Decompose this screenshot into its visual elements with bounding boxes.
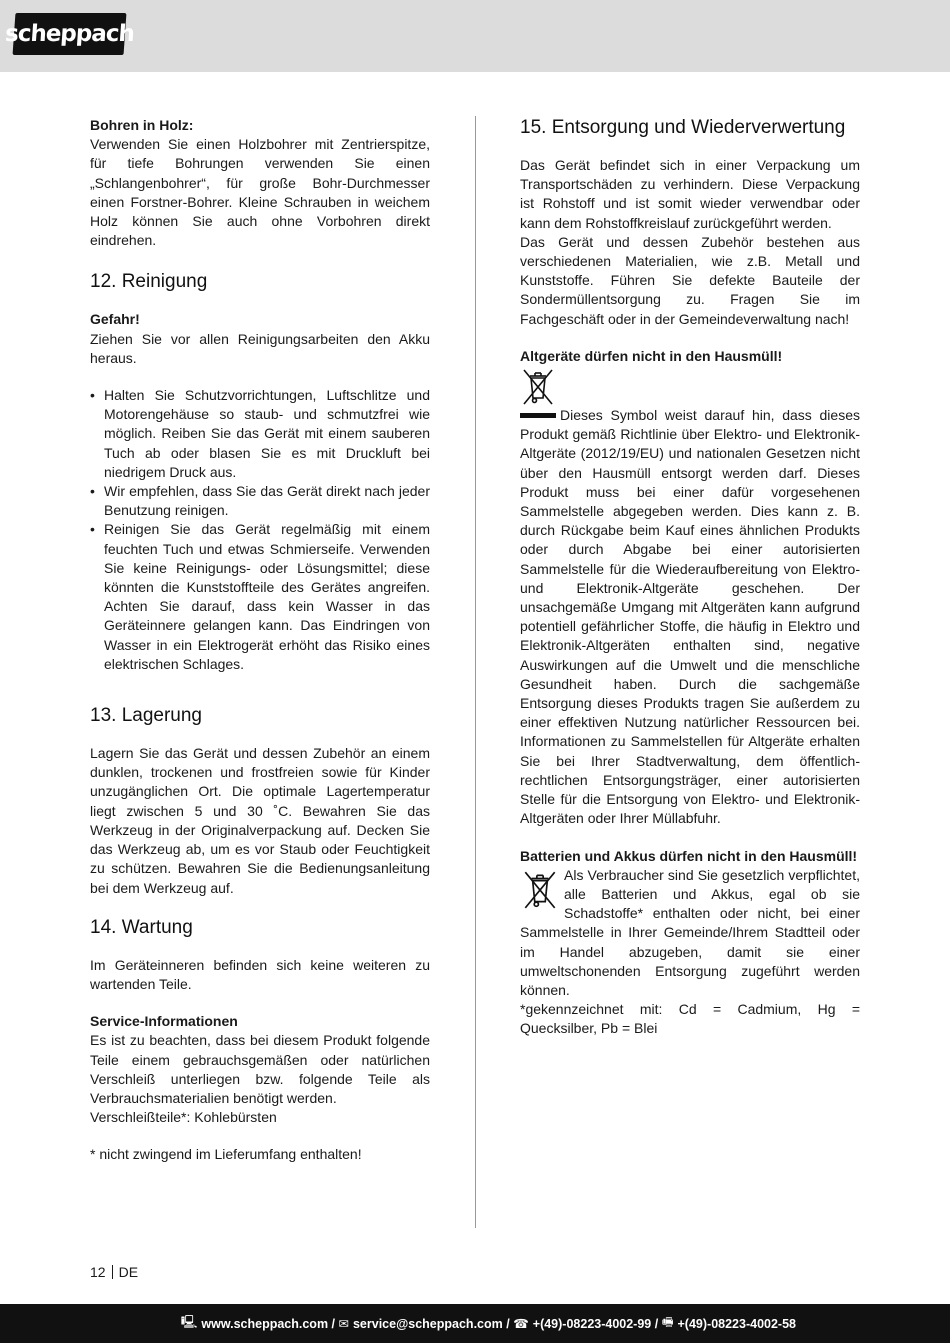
maintenance-text: Im Geräteinneren befinden sich keine weiteren zu wartenden Teile. xyxy=(90,956,430,992)
disposal-text-materials: Das Gerät und dessen Zubehör bestehen aus verschiedenen Materialien, wie z.B. Metall und Kunststoffe. Führen Sie defekte Bauteile der Sondermüllentsorgung zu. Fragen Sie im Fachgeschäft oder in der Gemeindeverwaltung nach! xyxy=(520,233,860,327)
drill-wood-text: Verwenden Sie einen Holzbohrer mit Zentrierspitze, für tiefe Bohrungen verwenden Sie einen „Schlangenbohrer“, für große Bohr-Durchmesser einen Forstner-Bohrer. Kleine Schrauben in weichem Holz können Sie auch ohne Vorbohren direkt eindrehen. xyxy=(90,136,430,249)
service-text: Es ist zu beachten, dass bei diesem Produkt folgende Teile einem gebrauchsgemäßen oder natürlichen Verschleiß unterliegen bzw. folgende Teile als Verbrauchsmaterialien benötigt werden. xyxy=(90,1032,430,1106)
footer-website-link[interactable]: www.scheppach.com / xyxy=(201,1316,336,1331)
footer-phone: +(49)-08223-4002-99 / xyxy=(532,1316,659,1331)
footer-email-link[interactable]: service@scheppach.com / xyxy=(352,1316,510,1331)
batteries-note: *gekennzeichnet mit: Cd = Cadmium, Hg = Quecksilber, Pb = Blei xyxy=(520,1001,860,1037)
cleaning-bullet-list xyxy=(90,386,430,674)
service-heading: Service-Informationen xyxy=(90,1013,238,1030)
wear-parts-text: Verschleißteile*: Kohlebürsten xyxy=(90,1109,277,1126)
crossed-bin-icon xyxy=(520,366,860,406)
danger-label: Gefahr! xyxy=(90,311,140,328)
page-number: 12 DE xyxy=(90,1264,139,1280)
section-title-storage: 13. Lagerung xyxy=(90,705,202,727)
footer-fax: +(49)-08223-4002-58 xyxy=(677,1316,796,1331)
phone-icon: ☎︎ xyxy=(513,1317,529,1331)
left-column xyxy=(90,116,430,1165)
crossed-bin-icon xyxy=(520,868,560,910)
email-icon: ✉︎ xyxy=(338,1317,349,1331)
section-title-cleaning: 12. Reinigung xyxy=(90,271,208,293)
old-devices-heading: Altgeräte dürfen nicht in den Hausmüll! xyxy=(520,347,783,364)
footnote-text: * nicht zwingend im Lieferumfang enthalten! xyxy=(90,1146,362,1163)
brand-logo: scheppach xyxy=(13,13,127,55)
fax-icon: 🖷︎ xyxy=(661,1315,674,1329)
storage-text: Lagern Sie das Gerät und dessen Zubehör an einem dunklen, trockenen und frostfreien sowie für Kinder unzugänglichen Ort. Die optimale Lagertemperatur liegt zwischen 5 und 30 ˚C. Bewahren Sie das Werkzeug in der Originalverpackung auf. Decken Sie das Werkzeug ab, um es vor Staub oder Feuchtigkeit zu schützen. Bewahren Sie die Bedienungsanleitung bei dem Werkzeug auf. xyxy=(90,745,430,896)
batteries-heading: Batterien und Akkus dürfen nicht in den Hausmüll! xyxy=(520,847,858,864)
footer-bar xyxy=(0,1304,950,1343)
header-bar xyxy=(0,0,950,72)
list-item: • Halten Sie Schutzvorrichtungen, Luftschlitze und Motorengehäuse so staub- und schmutzfrei wie möglich. Reiben Sie das Gerät mit einem sauberen Tuch ab oder blasen Sie es mit Druckluft bei niedrigem Druck aus. xyxy=(90,386,430,482)
symbol-bar xyxy=(520,413,556,418)
batteries-block xyxy=(520,866,860,1039)
disposal-text-packaging: Das Gerät befindet sich in einer Verpackung um Transportschäden zu verhindern. Diese Verpackung ist Rohstoff und ist somit wieder verwendbar oder kann dem Rohstoffkreislauf zurückgeführt werden. xyxy=(520,157,860,231)
list-item: • Wir empfehlen, dass Sie das Gerät direkt nach jeder Benutzung reinigen. xyxy=(90,482,430,520)
section-title-disposal: 15. Entsorgung und Wiederverwertung xyxy=(520,117,846,138)
drill-wood-heading: Bohren in Holz: xyxy=(90,117,194,133)
computer-icon: 🖳︎ xyxy=(180,1315,198,1329)
danger-text: Ziehen Sie vor allen Reinigungsarbeiten den Akku heraus. xyxy=(90,330,430,366)
column-divider xyxy=(475,116,476,1228)
batteries-text: Als Verbraucher sind Sie gesetzlich verpflichtet, alle Batterien und Akkus, egal ob sie Schadstoffe* enthalten oder nicht, bei einer Sammelstelle in Ihrer Gemeinde/Ihrem Stadtteil oder im Handel abzugeben, damit sie einer umweltschonenden Entsorgung zugeführt werden können. xyxy=(520,866,860,998)
section-title-maintenance: 14. Wartung xyxy=(90,916,193,938)
right-column xyxy=(520,116,860,1039)
list-item: • Reinigen Sie das Gerät regelmäßig mit einem feuchten Tuch und etwas Schmierseife. Verwenden Sie keine Reinigungs- oder Lösungsmittel; diese könnten die Kunststoffteile des Gerätes angreifen. Achten Sie darauf, dass kein Wasser in das Geräteinnere gelangen kann. Das Eindringen von Wasser in ein Elektrogerät erhöht das Risiko eines elektrischen Schlages. xyxy=(90,520,430,674)
weee-text: Dieses Symbol weist darauf hin, dass dieses Produkt gemäß Richtlinie über Elektro- und Elektronik-Altgeräte (2012/19/EU) und nationalen Gesetzen nicht über den Hausmüll entsorgt werden darf. Dieses Produkt muss bei einer dafür vorgesehenen Sammelstelle abgegeben werden. Dies kann z. B. durch Rückgabe beim Kauf eines ähnlichen Produkts oder durch Abgabe bei einer autorisierten Sammelstelle für die Wiederaufbereitung von Elektro- und Elektronik-Altgeräte geschehen. Der unsachgemäße Umgang mit Altgeräten kann aufgrund potentiell gefährlicher Stoffe, die häufig in Elektro und Elektronik-Altgeräten enthalten sind, negative Auswirkungen auf die Umwelt und die menschliche Gesundheit haben. Durch die sachgemäße Entsorgung dieses Produkts tragen Sie außerdem zu einer effektiven Nutzung natürlicher Ressourcen bei. Informationen zu Sammelstellen für Altgeräte erhalten Sie bei Ihrer Stadtverwaltung, dem öffentlich-rechtlichen Entsorgungsträger, einer autorisierten Stelle für die Entsorgung von Elektro- und Elektronik-Altgeräten oder Ihrer Müllabfuhr. xyxy=(520,407,860,827)
